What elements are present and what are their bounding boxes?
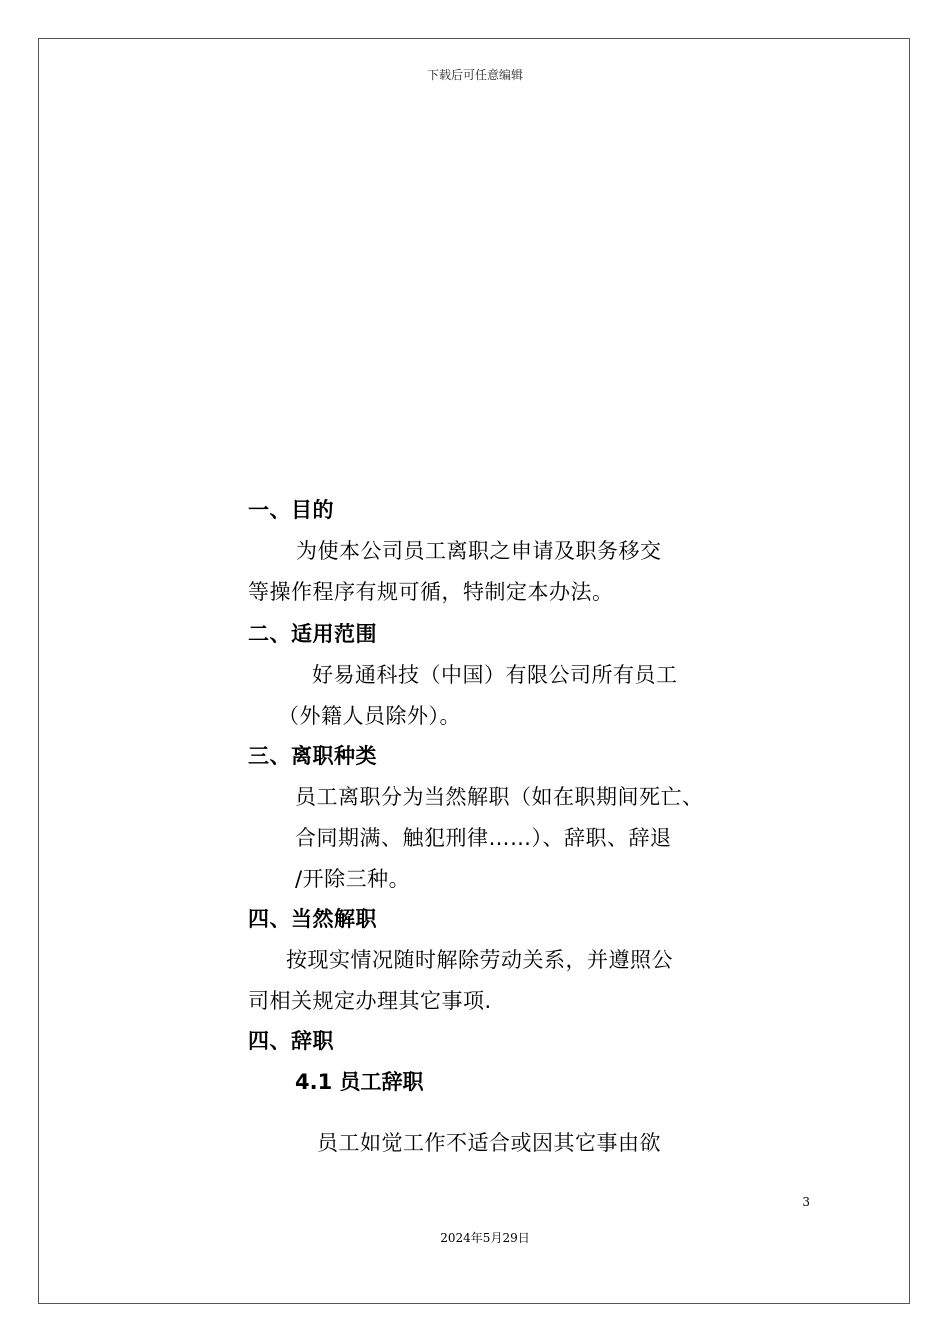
- paragraph-line: 等操作程序有规可循，特制定本办法。: [248, 580, 614, 604]
- section-title-resignation: 四、辞职: [248, 1029, 334, 1053]
- footer-date: 2024年5月29日: [440, 1231, 530, 1245]
- paragraph-line: 司相关规定办理其它事项.: [248, 989, 492, 1013]
- section-title-purpose: 一、目的: [248, 498, 334, 522]
- paragraph-line: 好易通科技（中国）有限公司所有员工: [312, 663, 678, 687]
- paragraph-line: 合同期满、触犯刑律……）、辞职、辞退: [295, 826, 672, 850]
- paragraph-line: （外籍人员除外）。: [278, 704, 461, 728]
- paragraph-line: 员工如觉工作不适合或因其它事由欲: [317, 1131, 661, 1155]
- section-title-natural-dismissal: 四、当然解职: [248, 907, 377, 931]
- subsection-title: 4.1 员工辞职: [295, 1070, 424, 1094]
- header-note: 下载后可任意编辑: [426, 68, 523, 82]
- section-title-types: 三、离职种类: [248, 744, 377, 768]
- section-title-scope: 二、适用范围: [248, 622, 377, 646]
- paragraph-line: 按现实情况随时解除劳动关系，并遵照公: [286, 948, 673, 972]
- paragraph-line: 为使本公司员工离职之申请及职务移交: [296, 539, 662, 563]
- paragraph-line: 员工离职分为当然解职（如在职期间死亡、: [295, 785, 704, 809]
- page-number: 3: [802, 1195, 810, 1209]
- paragraph-line: /开除三种。: [295, 867, 411, 891]
